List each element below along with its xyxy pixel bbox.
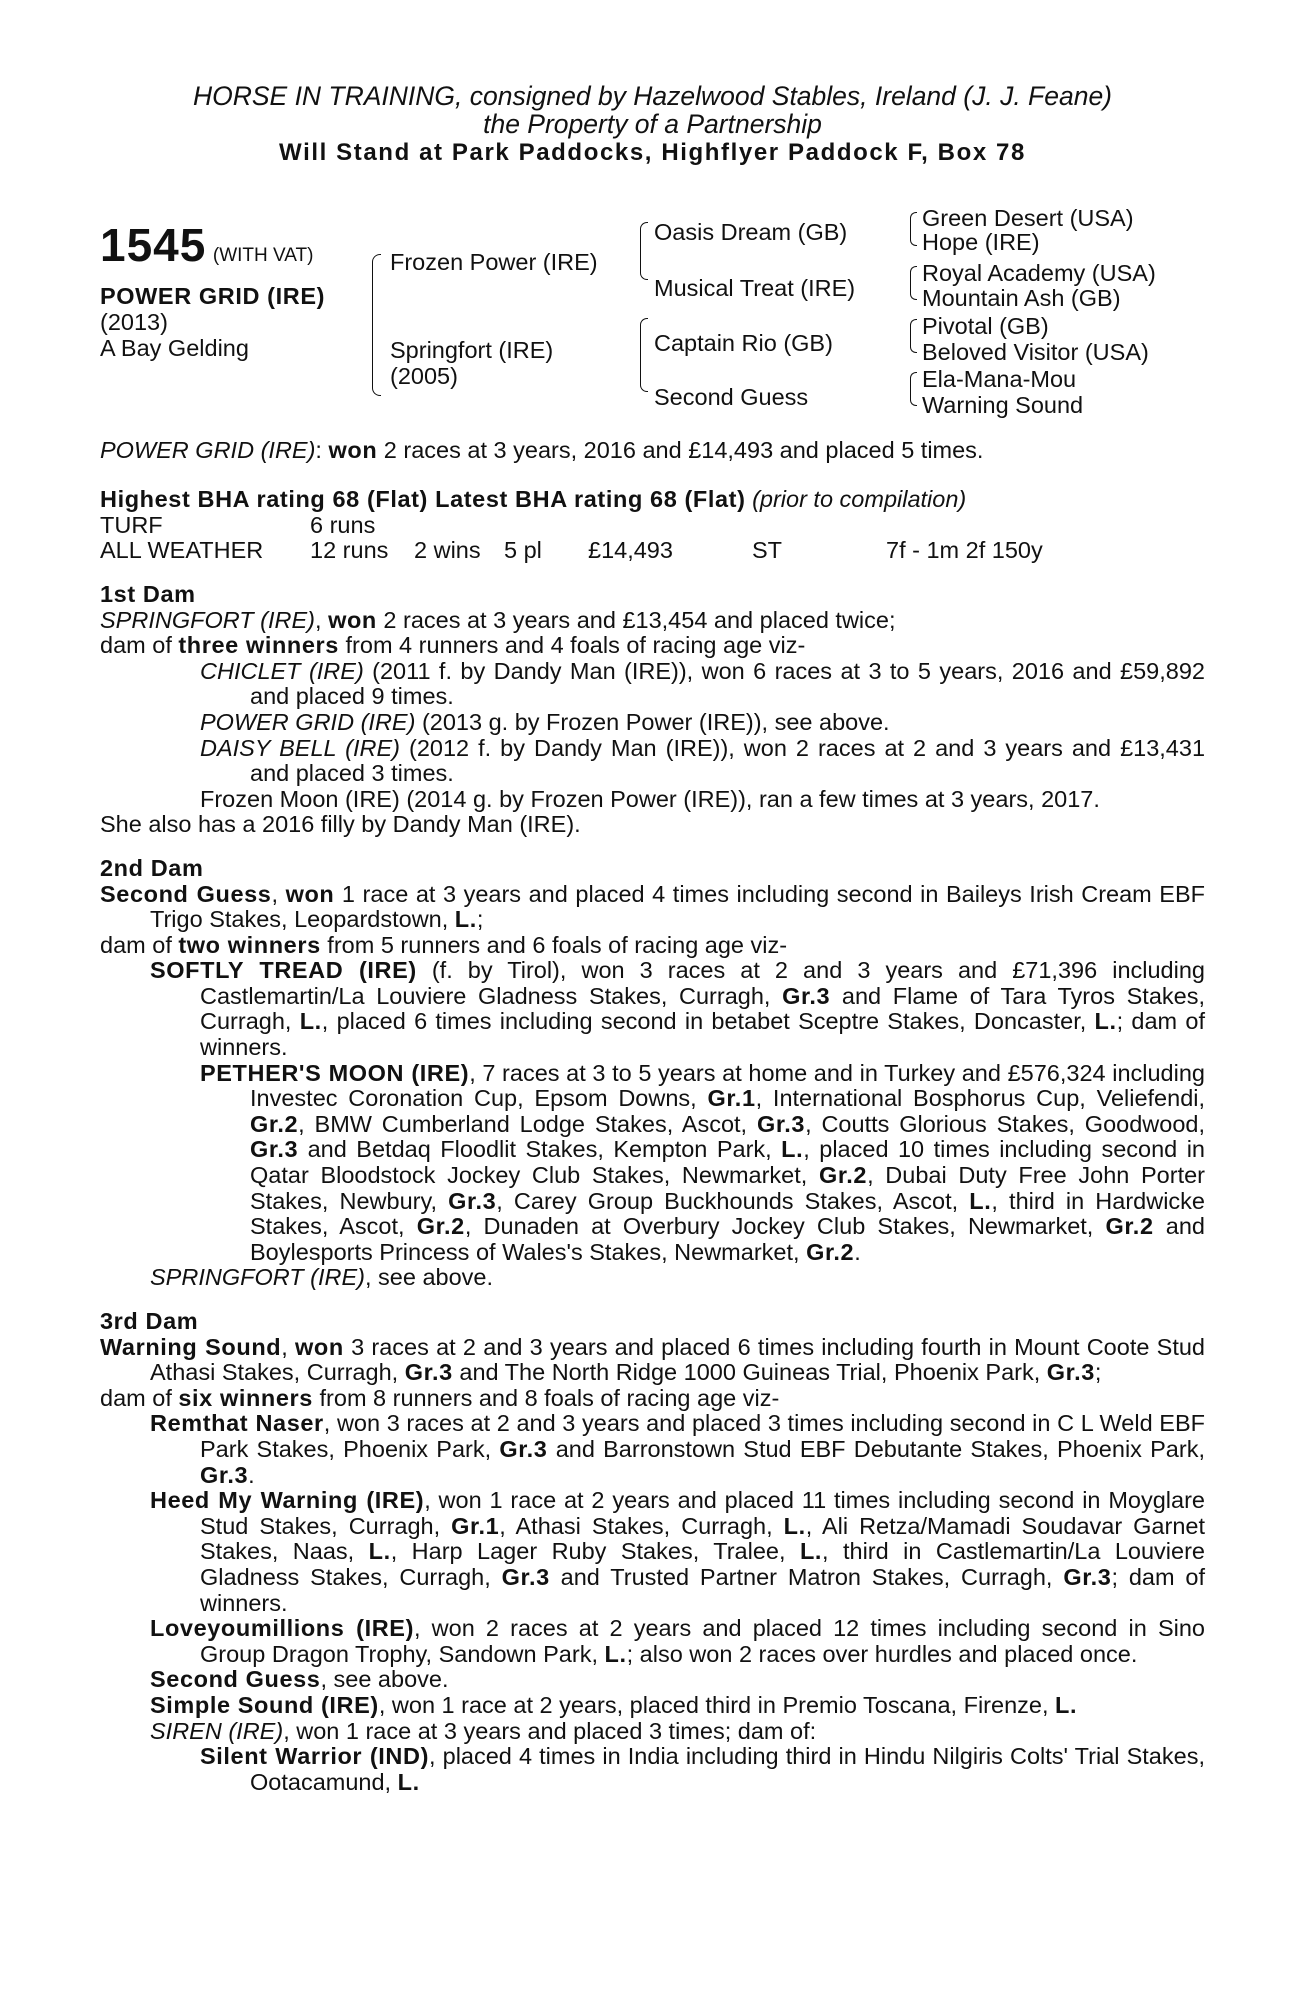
pedigree-brace <box>910 266 917 300</box>
pedigree-brace <box>372 254 381 396</box>
catalogue-page <box>100 82 1205 1795</box>
pedigree-brace <box>910 212 917 246</box>
section-heading: 2nd Dam <box>100 854 204 881</box>
pedigree-brace <box>910 319 917 353</box>
dam: Springfort (IRE) <box>390 336 554 363</box>
produce-item: SPRINGFORT (IRE), see above. <box>150 1264 494 1291</box>
produce-item: DAISY BELL (IRE) (2012 f. by Dandy Man (IRE)), won 2 races at 2 and 3 years and £13,431 and placed 3 times. <box>200 734 1206 787</box>
dam-year: (2005) <box>390 362 458 389</box>
sds: Royal Academy (USA) <box>922 259 1156 286</box>
rating-line: Highest BHA rating 68 (Flat) Latest BHA rating 68 (Flat) (prior to compilation) <box>100 486 967 513</box>
dam-sire: Captain Rio (GB) <box>654 329 833 356</box>
dds: Ela-Mana-Mou <box>922 365 1077 392</box>
record-row-turf: TURF 6 runs <box>100 511 376 538</box>
sire-sire: Oasis Dream (GB) <box>654 218 848 245</box>
third-dam-section: 3rd Dam Warning Sound, won 3 races at 2 and 3 years and placed 6 times including fourth in Mount Coote Stud Athasi Stakes, Curragh, Gr.3 and The North Ridge 1000 Guineas Trial, Phoenix Park, Gr.3; dam of six winners from 8 runners and 8 foals of racing age viz- Remthat Naser, won 3 races at 2 and 3 years and placed 3 times including second in C L Weld EBF Park Stakes, Phoenix Park, Gr.3 and Barronstown Stud EBF Debutante Stakes, Phoenix Park, Gr.3. Heed My Warning (IRE), won 1 race at 2 years and placed 11 times including second in Moyglare Stud Stakes, Curragh, Gr.1, Athasi Stakes, Curragh, L., Ali Retza/Mamadi Soudavar Garnet Stakes, Naas, L., Harp Lager Ruby Stakes, Tralee, L., third in Castlemartin/La Louviere Gladness Stakes, Curragh, Gr.3 and Trusted Partner Matron Stakes, Curragh, Gr.3; dam of winners. Loveyoumillions (IRE), won 2 races at 2 years and placed 12 times including second in Sino Group Dragon Trophy, Sandown Park, L.; also won 2 races over hurdles and placed once. Second Guess, see above. Simple Sound (IRE), won 1 race at 2 years, placed third in Premio Toscana, Firenze, L. SIREN (IRE), won 1 race at 3 years and placed 3 times; dam of: Silent Warrior (IND), placed 4 times in India including third in Hindu Nilgiris Colts' Trial Stakes, Ootacamund, L. <box>100 1308 1206 1795</box>
record-row-allweather: ALL WEATHER 12 runs 2 wins 5 pl £14,493 ST 7f - 1m 2f 150y <box>100 537 1043 564</box>
produce-item: PETHER'S MOON (IRE), 7 races at 3 to 5 years at home and in Turkey and £576,324 including Investec Coronation Cup, Epsom Downs, Gr.1, International Bosphorus Cup, Veliefendi, Gr.2, BMW Cumberland Lodge Stakes, Ascot, Gr.3, Coutts Glorious Stakes, Goodwood, Gr.3 and Betdaq Floodlit Stakes, Kempton Park, L., placed 10 times including second in Qatar Bloodstock Jockey Club Stakes, Newmarket, Gr.2, Dubai Duty Free John Porter Stakes, Newbury, Gr.3, Carey Group Buckhounds Stakes, Ascot, L., third in Hardwicke Stakes, Ascot, Gr.2, Dunaden at Overbury Jockey Club Stakes, Newmarket, Gr.2 and Boylesports Princess of Wales's Stakes, Newmarket, Gr.2. <box>200 1059 1206 1265</box>
sire-dam: Musical Treat (IRE) <box>654 274 856 301</box>
section-heading: 1st Dam <box>100 580 196 607</box>
pedigree-block <box>100 206 1205 486</box>
filly-note: She also has a 2016 filly by Dandy Man (IRE). <box>100 811 581 838</box>
pedigree-brace <box>640 318 648 392</box>
lot-number-line <box>100 218 314 271</box>
race-summary: POWER GRID (IRE): won 2 races at 3 years, 2016 and £14,493 and placed 5 times. <box>100 436 984 463</box>
lot-number: 1545 <box>100 218 207 271</box>
consignor-line: HORSE IN TRAINING, consigned by Hazelwood Stables, Ireland (J. J. Feane) <box>192 81 1113 111</box>
produce-item: Second Guess, see above. <box>150 1666 449 1693</box>
horse-name: POWER GRID (IRE) <box>100 282 326 309</box>
produce-item: Heed My Warning (IRE), won 1 race at 2 years and placed 11 times including second in Moyglare Stud Stakes, Curragh, Gr.1, Athasi Stakes, Curragh, L., Ali Retza/Mamadi Soudavar Garnet Stakes, Naas, L., Harp Lager Ruby Stakes, Tralee, L., third in Castlemartin/La Louviere Gladness Stakes, Curragh, Gr.3 and Trusted Partner Matron Stakes, Curragh, Gr.3; dam of winners. <box>150 1487 1205 1616</box>
dam-dam: Second Guess <box>654 383 809 410</box>
summary-horse: POWER GRID (IRE) <box>100 436 316 463</box>
second-dam-section: 2nd Dam Second Guess, won 1 race at 3 years and placed 4 times including second in Baileys Irish Cream EBF Trigo Stakes, Leopardstown, L.; dam of two winners from 5 runners and 6 foals of racing age viz- SOFTLY TREAD (IRE) (f. by Tirol), won 3 races at 2 and 3 years and £71,396 including Castlemartin/La Louviere Gladness Stakes, Curragh, Gr.3 and Flame of Tara Tyros Stakes, Curragh, L., placed 6 times including second in betabet Sceptre Stakes, Doncaster, L.; dam of winners. PETHER'S MOON (IRE), 7 races at 3 to 5 years at home and in Turkey and £576,324 including Investec Coronation Cup, Epsom Downs, Gr.1, International Bosphorus Cup, Veliefendi, Gr.2, BMW Cumberland Lodge Stakes, Ascot, Gr.3, Coutts Glorious Stakes, Goodwood, Gr.3 and Betdaq Floodlit Stakes, Kempton Park, L., placed 10 times including second in Qatar Bloodstock Jockey Club Stakes, Newmarket, Gr.2, Dubai Duty Free John Porter Stakes, Newbury, Gr.3, Carey Group Buckhounds Stakes, Ascot, L., third in Hardwicke Stakes, Ascot, Gr.2, Dunaden at Overbury Jockey Club Stakes, Newmarket, Gr.2 and Boylesports Princess of Wales's Stakes, Newmarket, Gr.2. SPRINGFORT (IRE), see above. <box>100 854 1206 1291</box>
first-dam-section: 1st Dam SPRINGFORT (IRE), won 2 races at 3 years and £13,454 and placed twice; dam of three winners from 4 runners and 4 foals of racing age viz- CHICLET (IRE) (2011 f. by Dandy Man (IRE)), won 6 races at 3 to 5 years, 2016 and £59,892 and placed 9 times. POWER GRID (IRE) (2013 g. by Frozen Power (IRE)), see above. DAISY BELL (IRE) (2012 f. by Dandy Man (IRE)), won 2 races at 2 and 3 years and £13,431 and placed 3 times. Frozen Moon (IRE) (2014 g. by Frozen Power (IRE)), ran a few times at 3 years, 2017. She also has a 2016 filly by Dandy Man (IRE). <box>100 580 1206 838</box>
ddd: Warning Sound <box>922 391 1084 418</box>
produce-item: SIREN (IRE), won 1 race at 3 years and placed 3 times; dam of: <box>150 1717 817 1744</box>
vat-note: (WITH VAT) <box>212 244 314 266</box>
produce-item: Silent Warrior (IND), placed 4 times in India including third in Hindu Nilgiris Colts' Trial Stakes, Ootacamund, L. <box>200 1743 1205 1795</box>
produce-item: SOFTLY TREAD (IRE) (f. by Tirol), won 3 races at 2 and 3 years and £71,396 including Castlemartin/La Louviere Gladness Stakes, Curragh, Gr.3 and Flame of Tara Tyros Stakes, Curragh, L., placed 6 times including second in betabet Sceptre Stakes, Doncaster, L.; dam of winners. <box>150 957 1205 1061</box>
dsd: Beloved Visitor (USA) <box>922 338 1149 365</box>
sire: Frozen Power (IRE) <box>390 248 598 275</box>
section-heading: 3rd Dam <box>100 1308 199 1334</box>
pedigree-brace <box>910 372 917 406</box>
produce-item: Frozen Moon (IRE) (2014 g. by Frozen Power (IRE)), ran a few times at 3 years, 2017. <box>200 785 1100 812</box>
produce-item: Simple Sound (IRE), won 1 race at 2 years, placed third in Premio Toscana, Firenze, L. <box>150 1691 1078 1718</box>
produce-item: POWER GRID (IRE) (2013 g. by Frozen Power (IRE)), see above. <box>200 708 890 735</box>
sdd: Mountain Ash (GB) <box>922 284 1121 311</box>
produce-item: Loveyoumillions (IRE), won 2 races at 2 years and placed 12 times including second in Sino Group Dragon Trophy, Sandown Park, L.; also won 2 races over hurdles and placed once. <box>150 1615 1205 1667</box>
location-line: Will Stand at Park Paddocks, Highflyer Paddock F, Box 78 <box>279 139 1026 166</box>
produce-item: Remthat Naser, won 3 races at 2 and 3 years and placed 3 times including second in C L Weld EBF Park Stakes, Phoenix Park, Gr.3 and Barronstown Stud EBF Debutante Stakes, Phoenix Park, Gr.3. <box>150 1410 1205 1488</box>
rating-block <box>100 487 1205 564</box>
pedigree-brace <box>640 222 648 280</box>
dss: Pivotal (GB) <box>922 312 1049 339</box>
horse-year: (2013) <box>100 308 168 335</box>
sss: Green Desert (USA) <box>922 204 1134 231</box>
produce-item: CHICLET (IRE) (2011 f. by Dandy Man (IRE)), won 6 races at 3 to 5 years, 2016 and £59,892 and placed 9 times. <box>200 657 1205 710</box>
horse-description: A Bay Gelding <box>100 334 249 361</box>
ssd: Hope (IRE) <box>922 228 1040 255</box>
property-line: the Property of a Partnership <box>483 109 822 139</box>
